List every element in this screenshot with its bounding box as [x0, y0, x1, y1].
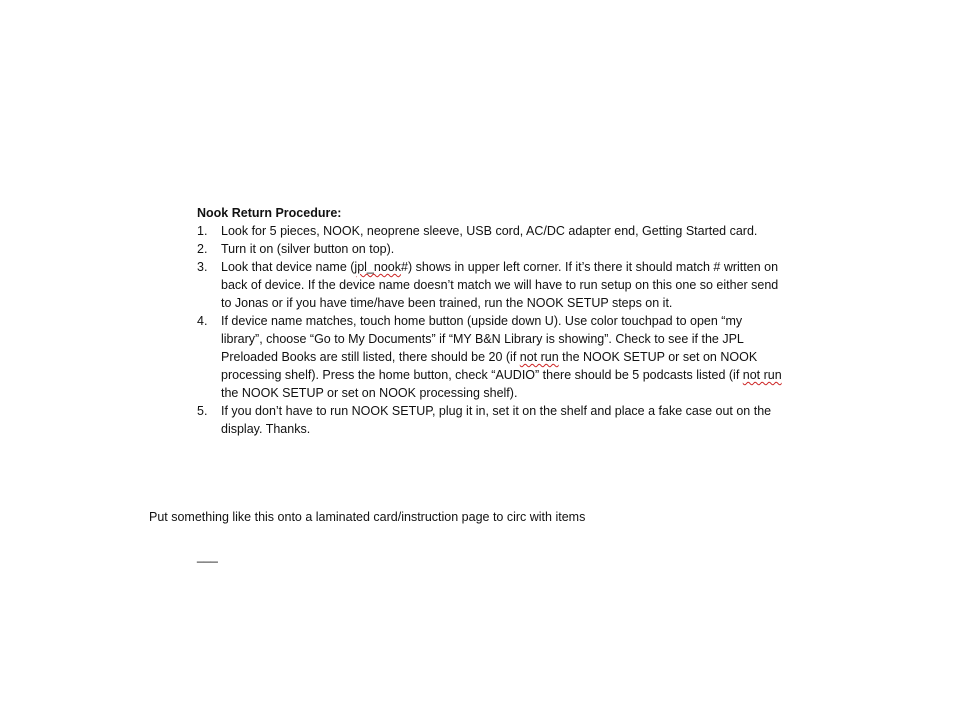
- step-text: Look for 5 pieces, NOOK, neoprene sleeve, USB cord, AC/DC adapter end, Getting Started card.: [221, 224, 758, 238]
- procedure-step-5: [197, 402, 782, 438]
- step-number: 1.: [197, 224, 208, 238]
- procedure-step-2: [197, 240, 782, 258]
- step-text-part: the NOOK SETUP or set on NOOK processing shelf).: [221, 386, 518, 400]
- step-text-part: If device name matches, touch home button (upside down U). Use color touchpad to open “my library”, choose “Go to My Documents” if “MY B&N Library is showing”. Check to see if the JPL Preloaded Books are still listed, there should be 20 (if: [221, 314, 744, 364]
- procedure-step-3: [197, 258, 782, 312]
- procedure-step-4: [197, 312, 782, 402]
- step-text: If you don’t have to run NOOK SETUP, plug it in, set it on the shelf and place a fake case out on the display. Thanks.: [221, 404, 772, 436]
- document-note: Put something like this onto a laminated card/instruction page to circ with items: [149, 510, 586, 524]
- spellcheck-flagged-phrase: not run: [742, 368, 782, 382]
- procedure-step-1: [197, 222, 782, 240]
- blank-line: ___: [197, 549, 218, 563]
- step-text-part: the NOOK SETUP or set on NOOK processing shelf). Press the home button, check “AUDIO” there should be 5 podcasts listed (if: [221, 350, 758, 382]
- step-number: 4.: [197, 314, 208, 328]
- procedure-steps-list: [197, 222, 782, 438]
- step-text: Turn it on (silver button on top).: [221, 242, 395, 256]
- spellcheck-flagged-phrase: not run: [519, 350, 559, 364]
- document-title: Nook Return Procedure:: [197, 206, 342, 220]
- step-number: 5.: [197, 404, 208, 418]
- spellcheck-flagged-word: jpl_nook: [354, 260, 401, 274]
- step-number: 3.: [197, 260, 208, 274]
- step-text-part: Look that device name (: [221, 260, 355, 274]
- step-number: 2.: [197, 242, 208, 256]
- step-text-part: #) shows in upper left corner. If it’s there it should match # written on back of device. If the device name doesn’t match we will have to run setup on this one so either send to Jonas or if you have time/have been trained, run the NOOK SETUP steps on it.: [221, 260, 779, 310]
